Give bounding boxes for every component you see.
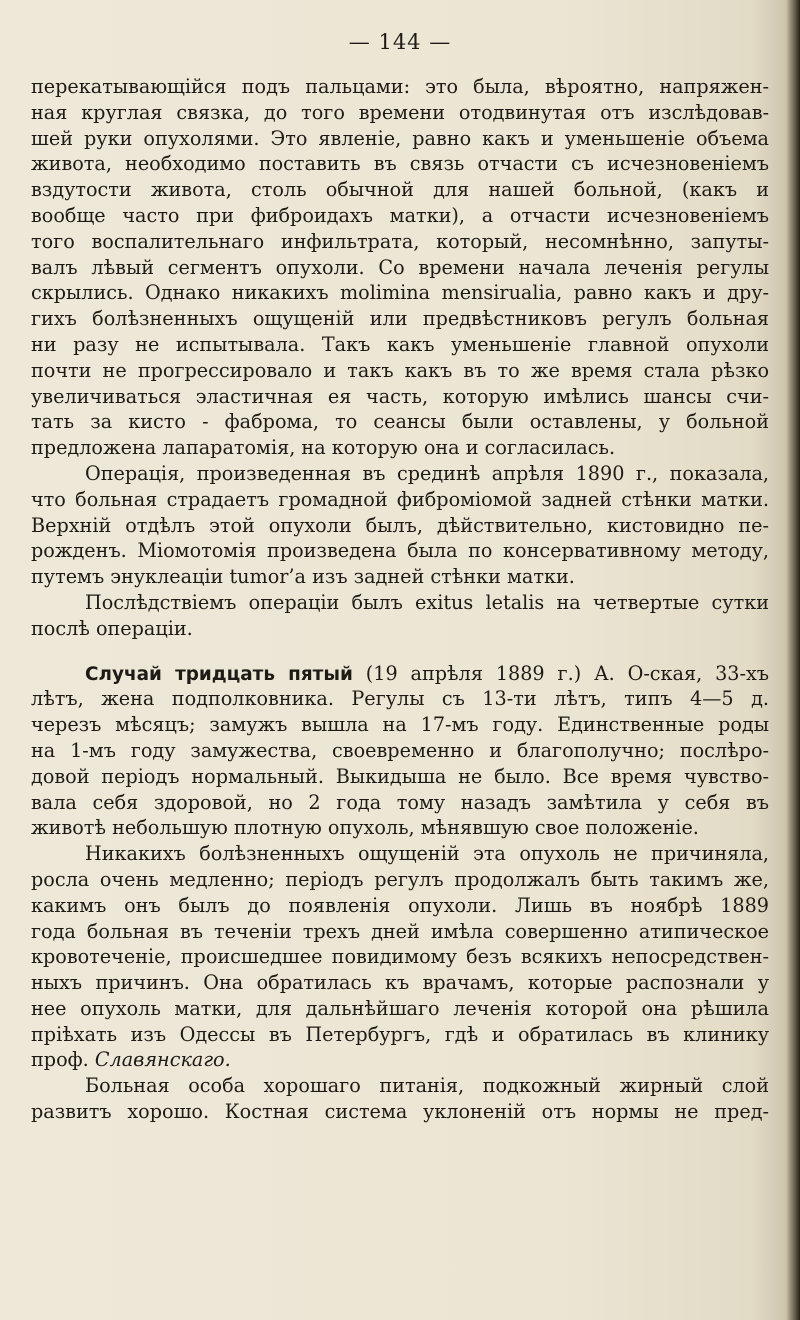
text-line: нее опухоль матки, для дальнѣйшаго леченія которой она рѣшила	[31, 996, 769, 1020]
text-line: вообще часто при фиброидахъ матки), а отчасти исчезновеніемъ	[31, 203, 769, 227]
text-line: ная круглая связка, до того времени отодвинутая отъ изслѣдовав-	[31, 100, 769, 124]
text-line: живота, необходимо поставить въ связь отчасти съ исчезновеніемъ	[31, 152, 769, 176]
case-title: Случай тридцать пятый	[85, 663, 353, 685]
book-spine-shadow	[786, 0, 800, 1320]
paragraph-1	[31, 74, 769, 461]
text-line: гихъ болѣзненныхъ ощущеній или предвѣстниковъ регулъ больная	[31, 307, 769, 331]
case-heading-rest: (19 апрѣля 1889 г.) А. О-ская, 33-хъ	[352, 661, 769, 685]
text-line: на 1-мъ году замужества, своевременно и благополучно; послѣро-	[31, 738, 769, 762]
text-line: увеличиваться эластичная ея часть, которую имѣлись шансы счи-	[31, 384, 769, 408]
section-gap	[31, 642, 769, 661]
case-heading-line	[31, 661, 769, 687]
case-paragraph	[31, 661, 769, 842]
text-line: что больная страдаетъ громадной фиброміомой задней стѣнки матки.	[31, 487, 769, 511]
paragraph-5	[31, 841, 769, 1073]
text-line: вздутости живота, столь обычной для нашей больной, (какъ и	[31, 178, 769, 202]
text-line: тать за кисто - фаброма, то сеансы были оставлены, у больной	[31, 410, 769, 434]
text-line: Операція, произведенная въ срединѣ апрѣля 1890 г., показала,	[85, 461, 769, 485]
text-line: кровотеченіе, происшедшее повидимому безъ всякихъ непосредствен-	[31, 945, 769, 969]
text-line: Верхній отдѣлъ этой опухоли былъ, дѣйствительно, кистовидно пе-	[31, 513, 769, 537]
page-body	[31, 74, 769, 1125]
text-line: скрылись. Однако никакихъ molimina mensirualia, равно какъ и дру-	[31, 281, 769, 305]
text-line: перекатывающійся подъ пальцами: это была, вѣроятно, напряжен-	[31, 75, 769, 98]
text-line: предложена лапаратомія, на которую она и согласилась.	[31, 436, 616, 460]
italic-name: Славянскаго.	[94, 1048, 231, 1072]
paragraph-3	[31, 590, 769, 642]
text-line: послѣ операціи.	[31, 616, 193, 640]
text-line: почти не прогрессировало и такъ какъ въ то же время стала рѣзко	[31, 358, 769, 382]
text-line: ни разу не испытывала. Такъ какъ уменьшеніе главной опухоли	[31, 332, 769, 356]
text-line	[31, 1047, 769, 1073]
text-line: года больная въ теченіи трехъ дней имѣла совершенно атипическое	[31, 919, 769, 943]
text-line: лѣтъ, жена подполковника. Регулы съ 13-ти лѣтъ, типъ 4—5 д.	[31, 687, 769, 711]
text-line: вала себя здоровой, но 2 года тому назадъ замѣтила у себя въ	[31, 790, 769, 814]
text-line: довой періодъ нормальный. Выкидыша не было. Все время чувство-	[31, 764, 769, 788]
paragraph-2	[31, 461, 769, 590]
text-line: шей руки опухолями. Это явленіе, равно какъ и уменьшеніе объема	[31, 126, 769, 150]
paragraph-6	[31, 1073, 769, 1125]
text-line: Никакихъ болѣзненныхъ ощущеній эта опухоль не причиняла,	[85, 842, 769, 866]
text-line: пріѣхать изъ Одессы въ Петербургъ, гдѣ и обратилась въ клинику	[31, 1022, 769, 1046]
text-line: животѣ небольшую плотную опухоль, мѣнявшую свое положеніе.	[31, 816, 699, 840]
text-line: росла очень медленно; періодъ регулъ продолжалъ быть такимъ же,	[31, 867, 769, 891]
text-line: путемъ энуклеаціи tumor’a изъ задней стѣнки матки.	[31, 565, 575, 589]
text-line: развитъ хорошо. Костная система уклоненій отъ нормы не пред-	[31, 1100, 769, 1124]
text-line: Послѣдствіемъ операціи былъ exitus letalis на четвертые сутки	[85, 590, 769, 614]
text-line: ныхъ причинъ. Она обратилась къ врачамъ, которые распознали у	[31, 971, 769, 995]
text-line: того воспалительнаго инфильтрата, который, несомнѣнно, запуты-	[31, 229, 769, 253]
text-line: черезъ мѣсяцъ; замужъ вышла на 17-мъ году. Единственные роды	[31, 713, 769, 737]
text-line: валъ лѣвый сегментъ опухоли. Со времени начала леченія регулы	[31, 255, 769, 279]
text-line: рожденъ. Міомотомія произведена была по консервативному методу,	[31, 539, 769, 563]
text-fragment: проф.	[31, 1048, 95, 1072]
text-line: Больная особа хорошаго питанія, подкожный жирный слой	[85, 1074, 769, 1098]
page-number: — 144 —	[348, 30, 452, 54]
text-line: какимъ онъ былъ до появленія опухоли. Лишь въ ноябрѣ 1889	[31, 893, 769, 917]
